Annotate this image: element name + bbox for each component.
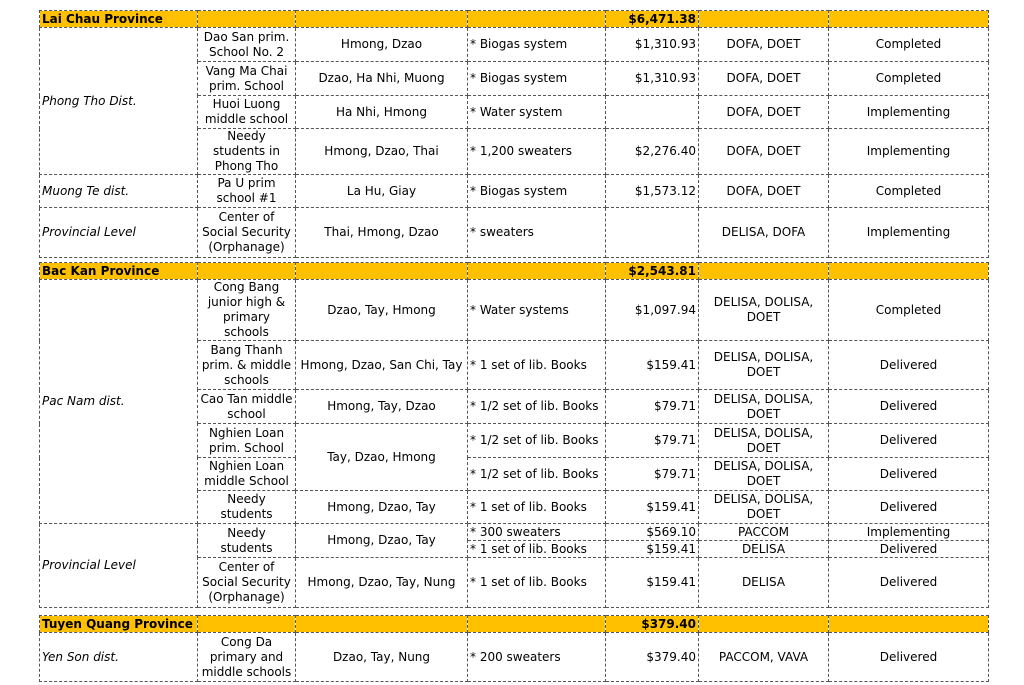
- status-cell: Completed: [829, 280, 989, 341]
- ethnic-cell: Dzao, Ha Nhi, Muong: [296, 62, 468, 96]
- province-header-row: [40, 616, 989, 633]
- item-cell: * 1 set of lib. Books: [468, 541, 606, 558]
- ethnic-cell: Hmong, Dzao, Tay: [296, 524, 468, 558]
- amount-cell: $1,310.93: [606, 28, 699, 62]
- partners-cell: DOFA, DOET: [699, 96, 829, 129]
- ethnic-cell: Dzao, Tay, Nung: [296, 633, 468, 682]
- partners-cell: DOFA, DOET: [699, 28, 829, 62]
- project-cell: Needy students: [198, 524, 296, 558]
- table-row: [40, 280, 989, 341]
- ethnic-cell: Dzao, Tay, Hmong: [296, 280, 468, 341]
- status-cell: Delivered: [829, 633, 989, 682]
- ethnic-cell: Tay, Dzao, Hmong: [296, 424, 468, 491]
- project-cell: Vang Ma Chai prim. School: [198, 62, 296, 96]
- partners-cell: DOFA, DOET: [699, 129, 829, 175]
- project-cell: Nghien Loan prim. School: [198, 424, 296, 458]
- project-cell: Needy students: [198, 491, 296, 524]
- item-cell: * 1 set of lib. Books: [468, 491, 606, 524]
- ethnic-cell: Hmong, Tay, Dzao: [296, 390, 468, 424]
- item-cell: * Biogas system: [468, 28, 606, 62]
- partners-cell: DELISA, DOFA: [699, 208, 829, 258]
- province-header-row: [40, 263, 989, 280]
- project-cell: Center of Social Security (Orphanage): [198, 208, 296, 258]
- project-cell: Center of Social Security (Orphanage): [198, 558, 296, 608]
- item-cell: * Biogas system: [468, 62, 606, 96]
- table-row: [40, 175, 989, 208]
- status-cell: Implementing: [829, 208, 989, 258]
- ethnic-cell: Hmong, Dzao: [296, 28, 468, 62]
- status-cell: Delivered: [829, 458, 989, 491]
- status-cell: Implementing: [829, 96, 989, 129]
- project-cell: Cong Bang junior high & primary schools: [198, 280, 296, 341]
- amount-cell: $2,276.40: [606, 129, 699, 175]
- partners-cell: DELISA: [699, 541, 829, 558]
- item-cell: * Water systems: [468, 280, 606, 341]
- amount-cell: $79.71: [606, 424, 699, 458]
- status-cell: Implementing: [829, 524, 989, 541]
- amount-cell: $1,573.12: [606, 175, 699, 208]
- amount-cell: $1,310.93: [606, 62, 699, 96]
- table-row: [40, 28, 989, 62]
- project-cell: Pa U prim school #1: [198, 175, 296, 208]
- amount-cell: $159.41: [606, 541, 699, 558]
- partners-cell: DELISA, DOLISA, DOET: [699, 280, 829, 341]
- item-cell: * 1/2 set of lib. Books: [468, 390, 606, 424]
- project-cell: Cao Tan middle school: [198, 390, 296, 424]
- partners-cell: DELISA, DOLISA, DOET: [699, 341, 829, 390]
- status-cell: Delivered: [829, 424, 989, 458]
- province-table-lai-chau: [39, 10, 989, 258]
- amount-cell: $569.10: [606, 524, 699, 541]
- province-name: Lai Chau Province: [40, 11, 198, 28]
- status-cell: Delivered: [829, 558, 989, 608]
- province-total: $6,471.38: [606, 11, 699, 28]
- item-cell: * Biogas system: [468, 175, 606, 208]
- item-cell: * 1/2 set of lib. Books: [468, 424, 606, 458]
- table-row: [40, 633, 989, 682]
- project-cell: Bang Thanh prim. & middle schools: [198, 341, 296, 390]
- province-total: $379.40: [606, 616, 699, 633]
- table-row: [40, 524, 989, 541]
- item-cell: * 300 sweaters: [468, 524, 606, 541]
- district-name: Provincial Level: [40, 524, 198, 608]
- status-cell: Delivered: [829, 390, 989, 424]
- partners-cell: DELISA: [699, 558, 829, 608]
- ethnic-cell: Hmong, Dzao, San Chi, Tay: [296, 341, 468, 390]
- project-cell: Dao San prim. School No. 2: [198, 28, 296, 62]
- amount-cell: $159.41: [606, 558, 699, 608]
- district-name: Phong Tho Dist.: [40, 28, 198, 175]
- amount-cell: $159.41: [606, 341, 699, 390]
- partners-cell: DOFA, DOET: [699, 175, 829, 208]
- table-row: [40, 208, 989, 258]
- ethnic-cell: Hmong, Dzao, Thai: [296, 129, 468, 175]
- status-cell: Completed: [829, 62, 989, 96]
- status-cell: Completed: [829, 175, 989, 208]
- district-name: Pac Nam dist.: [40, 280, 198, 524]
- item-cell: * 1/2 set of lib. Books: [468, 458, 606, 491]
- partners-cell: DELISA, DOLISA, DOET: [699, 390, 829, 424]
- province-header-row: [40, 11, 989, 28]
- item-cell: * 200 sweaters: [468, 633, 606, 682]
- item-cell: * 1 set of lib. Books: [468, 558, 606, 608]
- item-cell: * Water system: [468, 96, 606, 129]
- status-cell: Completed: [829, 28, 989, 62]
- item-cell: * 1 set of lib. Books: [468, 341, 606, 390]
- ethnic-cell: Ha Nhi, Hmong: [296, 96, 468, 129]
- partners-cell: DELISA, DOLISA, DOET: [699, 458, 829, 491]
- amount-cell: $79.71: [606, 390, 699, 424]
- ethnic-cell: Hmong, Dzao, Tay, Nung: [296, 558, 468, 608]
- status-cell: Implementing: [829, 129, 989, 175]
- status-cell: Delivered: [829, 541, 989, 558]
- project-cell: Huoi Luong middle school: [198, 96, 296, 129]
- item-cell: * 1,200 sweaters: [468, 129, 606, 175]
- status-cell: Delivered: [829, 341, 989, 390]
- amount-cell: [606, 208, 699, 258]
- province-total: $2,543.81: [606, 263, 699, 280]
- ethnic-cell: La Hu, Giay: [296, 175, 468, 208]
- district-name: Yen Son dist.: [40, 633, 198, 682]
- amount-cell: $159.41: [606, 491, 699, 524]
- district-name: Muong Te dist.: [40, 175, 198, 208]
- project-cell: Cong Da primary and middle schools: [198, 633, 296, 682]
- province-name: Bac Kan Province: [40, 263, 198, 280]
- item-cell: * sweaters: [468, 208, 606, 258]
- partners-cell: DOFA, DOET: [699, 62, 829, 96]
- province-name: Tuyen Quang Province: [40, 616, 198, 633]
- partners-cell: PACCOM, VAVA: [699, 633, 829, 682]
- district-name: Provincial Level: [40, 208, 198, 258]
- status-cell: Delivered: [829, 491, 989, 524]
- province-table-tuyen-quang: [39, 615, 989, 682]
- province-table-bac-kan: [39, 262, 989, 608]
- amount-cell: $1,097.94: [606, 280, 699, 341]
- ethnic-cell: Thai, Hmong, Dzao: [296, 208, 468, 258]
- partners-cell: DELISA, DOLISA, DOET: [699, 491, 829, 524]
- partners-cell: DELISA, DOLISA, DOET: [699, 424, 829, 458]
- project-cell: Needy students in Phong Tho: [198, 129, 296, 175]
- amount-cell: $79.71: [606, 458, 699, 491]
- partners-cell: PACCOM: [699, 524, 829, 541]
- project-cell: Nghien Loan middle School: [198, 458, 296, 491]
- amount-cell: $379.40: [606, 633, 699, 682]
- amount-cell: [606, 96, 699, 129]
- ethnic-cell: Hmong, Dzao, Tay: [296, 491, 468, 524]
